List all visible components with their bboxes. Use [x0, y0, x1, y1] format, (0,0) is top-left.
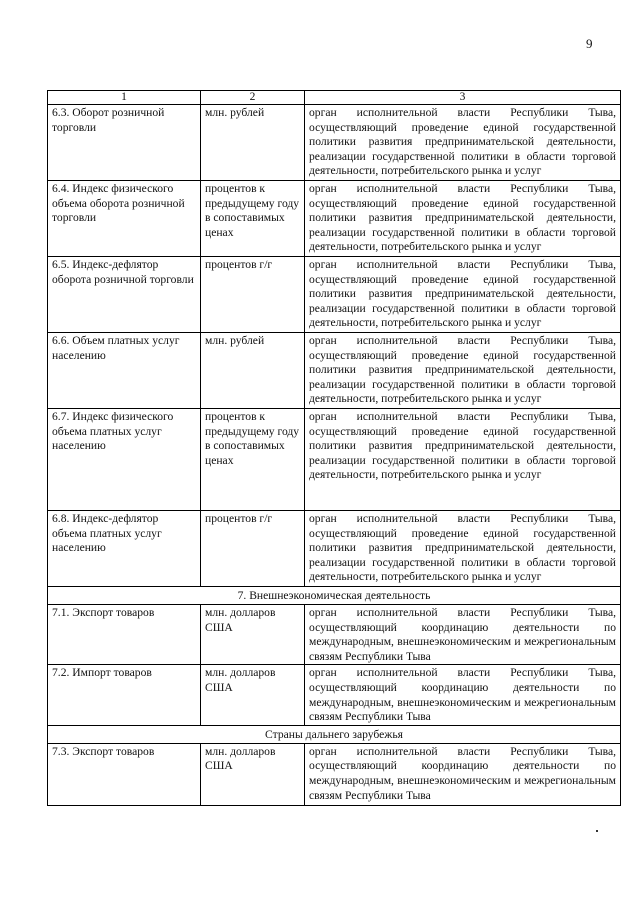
scan-speck	[596, 830, 598, 832]
unit-of-measure: процентов г/г	[201, 511, 305, 587]
column-header-2: 2	[201, 91, 305, 105]
section-heading-row	[48, 725, 621, 743]
indicator-name: 6.8. Индекс-дефлятор объема платных услуг населению	[48, 511, 201, 587]
table-row	[48, 257, 621, 333]
table-row	[48, 105, 621, 181]
section-heading-row	[48, 587, 621, 605]
unit-of-measure: процентов к предыдущему году в сопоставимых ценах	[201, 181, 305, 257]
indicator-name: 6.7. Индекс физического объема платных услуг населению	[48, 409, 201, 511]
indicator-name: 6.6. Объем платных услуг населению	[48, 333, 201, 409]
page-number: 9	[586, 36, 593, 51]
section-heading: Страны дальнего зарубежья	[48, 725, 621, 743]
table-row	[48, 605, 621, 665]
indicator-name: 7.2. Импорт товаров	[48, 665, 201, 725]
table-row	[48, 409, 621, 511]
section-heading: 7. Внешнеэкономическая деятельность	[48, 587, 621, 605]
unit-of-measure: млн. долларов США	[201, 605, 305, 665]
unit-of-measure: млн. долларов США	[201, 743, 305, 805]
table-header-row	[48, 91, 621, 105]
indicator-name: 7.3. Экспорт товаров	[48, 743, 201, 805]
unit-of-measure: процентов к предыдущему году в сопоставимых ценах	[201, 409, 305, 511]
unit-of-measure: млн. долларов США	[201, 665, 305, 725]
column-header-1: 1	[48, 91, 201, 105]
responsible-body: орган исполнительной власти Республики Тыва, осуществляющий проведение единой государственной политики развития предпринимательской деятельности, реализации государственной политики в области торговой деятельности, потребительского рынка и услуг	[305, 181, 621, 257]
responsible-body: орган исполнительной власти Республики Тыва, осуществляющий проведение единой государственной политики развития предпринимательской деятельности, реализации государственной политики в области торговой деятельности, потребительского рынка и услуг	[305, 511, 621, 587]
unit-of-measure: процентов г/г	[201, 257, 305, 333]
indicator-name: 6.5. Индекс-дефлятор оборота розничной торговли	[48, 257, 201, 333]
table-row	[48, 181, 621, 257]
table-row	[48, 743, 621, 805]
responsible-body: орган исполнительной власти Республики Тыва, осуществляющий координацию деятельности по международным, внешнеэкономическим и межрегиональным связям Республики Тыва	[305, 665, 621, 725]
column-header-3: 3	[305, 91, 621, 105]
table-row	[48, 511, 621, 587]
indicators-table	[47, 90, 621, 806]
table-row	[48, 333, 621, 409]
table-row	[48, 665, 621, 725]
responsible-body: орган исполнительной власти Республики Тыва, осуществляющий координацию деятельности по международным, внешнеэкономическим и межрегиональным связям Республики Тыва	[305, 605, 621, 665]
indicator-name: 7.1. Экспорт товаров	[48, 605, 201, 665]
responsible-body: орган исполнительной власти Республики Тыва, осуществляющий проведение единой государственной политики развития предпринимательской деятельности, реализации государственной политики в области торговой деятельности, потребительского рынка и услуг	[305, 333, 621, 409]
indicator-name: 6.4. Индекс физического объема оборота розничной торговли	[48, 181, 201, 257]
responsible-body: орган исполнительной власти Республики Тыва, осуществляющий проведение единой государственной политики развития предпринимательской деятельности, реализации государственной политики в области торговой деятельности, потребительского рынка и услуг	[305, 105, 621, 181]
unit-of-measure: млн. рублей	[201, 333, 305, 409]
unit-of-measure: млн. рублей	[201, 105, 305, 181]
indicator-name: 6.3. Оборот розничной торговли	[48, 105, 201, 181]
responsible-body: орган исполнительной власти Республики Тыва, осуществляющий проведение единой государственной политики развития предпринимательской деятельности, реализации государственной политики в области торговой деятельности, потребительского рынка и услуг	[305, 409, 621, 511]
responsible-body: орган исполнительной власти Республики Тыва, осуществляющий проведение единой государственной политики развития предпринимательской деятельности, реализации государственной политики в области торговой деятельности, потребительского рынка и услуг	[305, 257, 621, 333]
responsible-body: орган исполнительной власти Республики Тыва, осуществляющий координацию деятельности по международным, внешнеэкономическим и межрегиональным связям Республики Тыва	[305, 743, 621, 805]
